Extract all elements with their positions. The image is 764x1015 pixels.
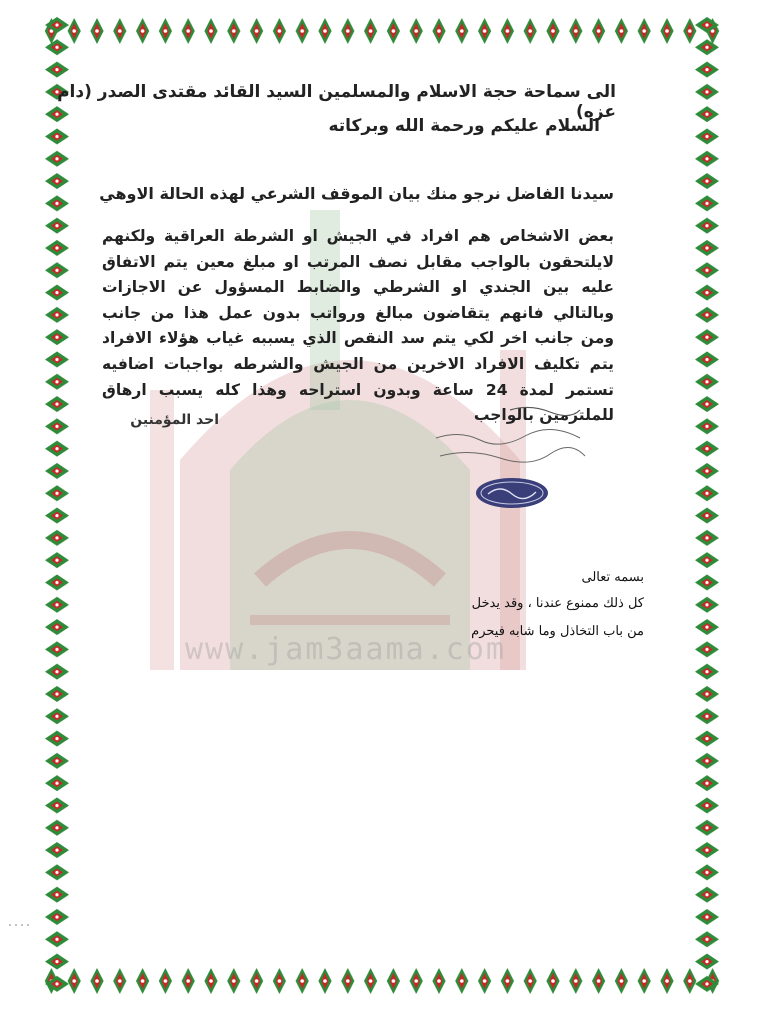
- reply-line-2: من باب التخاذل وما شابه فيحرم: [471, 624, 644, 639]
- watermark-url: www.jam3aama.com: [185, 632, 506, 667]
- reply-line-1: كل ذلك ممنوع عندنا ، وقد يدخل: [471, 596, 644, 611]
- reply-bismihi: بسمه تعالى: [581, 570, 644, 585]
- letter-body: بعض الاشخاص هم افراد في الجيش او الشرطة العراقية ولكنهم لايلتحقون بالواجب مقابل نصف المرتب او مبلغ معين يتم الاتفاق عليه بين الجندي او الشرطي والضابط المسؤول عن الاجازات وبالتالي فانهم يتقاضون مبالغ ورواتب بدون عمل هذا من جانب ومن جانب اخر لكي يتم سد النقص الذي يسببه غياب هؤلاء الافراد يتم تكليف الافراد الاخرين من الجيش والشرطه بواجبات اضافيه تستمر لمدة 24 ساعة وبدون استراحه وهذا كله يسبب ارهاق للملتزمين بالواجب: [102, 227, 614, 425]
- ornamental-border-bottom: [40, 964, 724, 998]
- letter-greeting: الى سماحة حجة الاسلام والمسلمين السيد القائد مقتدى الصدر (دام عزه): [57, 82, 616, 122]
- ornamental-border-top: [40, 14, 724, 48]
- margin-mark: [4, 922, 34, 928]
- letter-signature: احد المؤمنين: [130, 412, 219, 428]
- ornamental-border-left: [40, 14, 74, 998]
- letter-salam: السلام عليكم ورحمة الله وبركاته: [328, 116, 600, 136]
- ornamental-border-right: [690, 14, 724, 998]
- seal-stamp: [474, 476, 550, 510]
- letter-request: سيدنا الفاضل نرجو منك بيان الموقف الشرعي لهذه الحالة الاوهي: [99, 184, 614, 203]
- handwritten-reply: [430, 398, 590, 478]
